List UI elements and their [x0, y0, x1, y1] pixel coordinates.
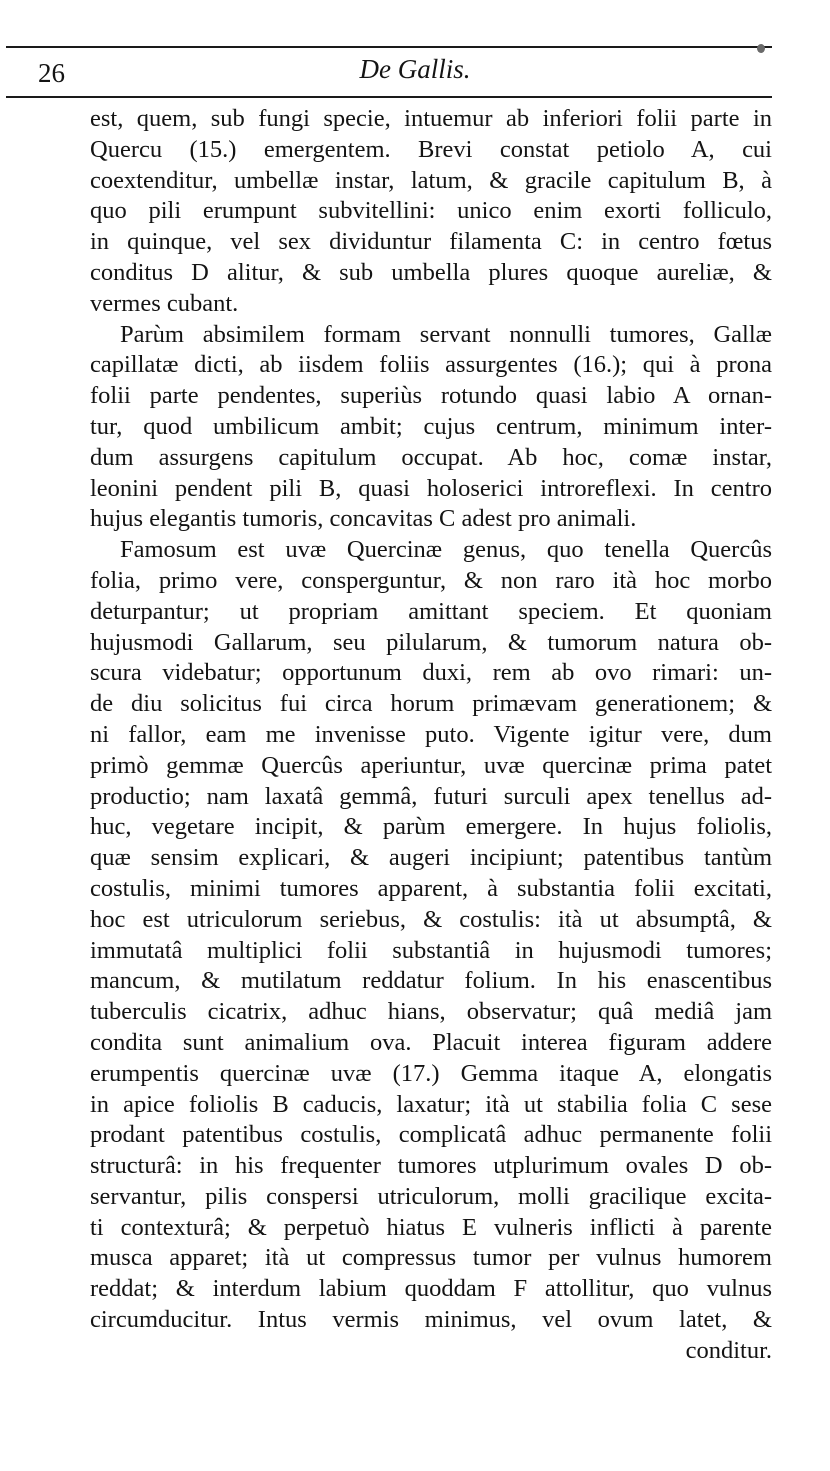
text-line: prodant patentibus costulis, complicatâ adhuc permanente folii [90, 1121, 772, 1149]
text-line: in apice foliolis B caducis, laxatur; ità ut stabilia folia C sese [90, 1090, 772, 1118]
text-line: quo pili erumpunt subvitellini: unico enim exorti folliculo, [90, 197, 772, 225]
text-line: Famosum est uvæ Quercinæ genus, quo tenella Quercûs [120, 536, 772, 564]
text-line: condita sunt animalium ova. Placuit interea figuram addere [90, 1028, 772, 1056]
text-line: hujus elegantis tumoris, concavitas C adest pro animali. [90, 505, 637, 533]
text-line: Quercu (15.) emergentem. Brevi constat petiolo A, cui [90, 135, 772, 163]
text-line: scura videbatur; opportunum duxi, rem ab ovo rimari: un- [90, 659, 772, 687]
text-line: conditur. [685, 1336, 772, 1364]
text-line: ti contexturâ; & perpetuò hiatus E vulneris inflicti à parente [90, 1213, 772, 1241]
running-head: De Gallis. [359, 54, 471, 84]
text-line: coextenditur, umbellæ instar, latum, & gracile capitulum B, à [90, 166, 772, 194]
paragraph [90, 320, 772, 536]
text-line: ni fallor, eam me invenisse puto. Vigente igitur vere, dum [90, 720, 772, 748]
text-line: servantur, pilis conspersi utriculorum, molli gracilique excita- [90, 1182, 772, 1210]
text-line: capillatæ dicti, ab iisdem foliis assurgentes (16.); qui à prona [90, 351, 772, 379]
text-line: primò gemmæ Quercûs aperiuntur, uvæ quercinæ prima patet [90, 751, 772, 779]
text-line: productio; nam laxatâ gemmâ, futuri surculi apex tenellus ad- [90, 782, 772, 810]
page-number: 26 [38, 58, 65, 88]
text-line: tuberculis cicatrix, adhuc hians, observatur; quâ mediâ jam [90, 998, 772, 1026]
text-line: Parùm absimilem formam servant nonnulli tumores, Gallæ [120, 320, 772, 348]
text-line: quæ sensim explicari, & augeri incipiunt; patentibus tantùm [90, 844, 772, 872]
ink-blot [757, 44, 765, 53]
text-line: folii parte pendentes, superiùs rotundo quasi labio A ornan- [90, 382, 772, 410]
body-text [90, 104, 772, 1367]
paragraph [90, 535, 772, 1367]
header-rule [6, 96, 772, 98]
top-rule [6, 46, 772, 48]
paragraph [90, 104, 772, 320]
text-line: leonini pendent pili B, quasi holoserici introreflexi. In centro [90, 474, 772, 502]
text-line: huc, vegetare incipit, & parùm emergere. In hujus foliolis, [90, 813, 772, 841]
text-line: mancum, & mutilatum reddatur folium. In his enascentibus [90, 967, 772, 995]
text-line: de diu solicitus fui circa horum primævam generationem; & [90, 690, 772, 718]
text-line: est, quem, sub fungi specie, intuemur ab inferiori folii parte in [90, 105, 772, 132]
text-line: in quinque, vel sex dividuntur filamenta C: in centro fœtus [90, 228, 772, 256]
text-line: hujusmodi Gallarum, seu pilularum, & tumorum natura ob- [90, 628, 772, 656]
text-line: circumducitur. Intus vermis minimus, vel ovum latet, & [90, 1306, 772, 1334]
text-line: dum assurgens capitulum occupat. Ab hoc, comæ instar, [90, 443, 772, 471]
text-line: conditus D alitur, & sub umbella plures quoque aureliæ, & [90, 258, 772, 286]
text-line: structurâ: in his frequenter tumores utplurimum ovales D ob- [90, 1152, 772, 1180]
text-line: deturpantur; ut propriam amittant speciem. Et quoniam [90, 597, 772, 625]
text-line: hoc est utriculorum seriebus, & costulis: ità ut absumptâ, & [90, 905, 772, 933]
text-line: immutatâ multiplici folii substantiâ in hujusmodi tumores; [90, 936, 772, 964]
text-line: erumpentis quercinæ uvæ (17.) Gemma itaque A, elongatis [90, 1059, 772, 1087]
text-line: tur, quod umbilicum ambit; cujus centrum, minimum inter- [90, 412, 772, 440]
text-line: musca apparet; ità ut compressus tumor per vulnus humorem [90, 1244, 772, 1272]
text-line: reddat; & interdum labium quoddam F attollitur, quo vulnus [90, 1275, 772, 1303]
text-line: costulis, minimi tumores apparent, à substantia folii excitati, [90, 874, 772, 902]
text-line: vermes cubant. [90, 289, 239, 317]
text-line: folia, primo vere, consperguntur, & non raro ità hoc morbo [90, 566, 772, 594]
